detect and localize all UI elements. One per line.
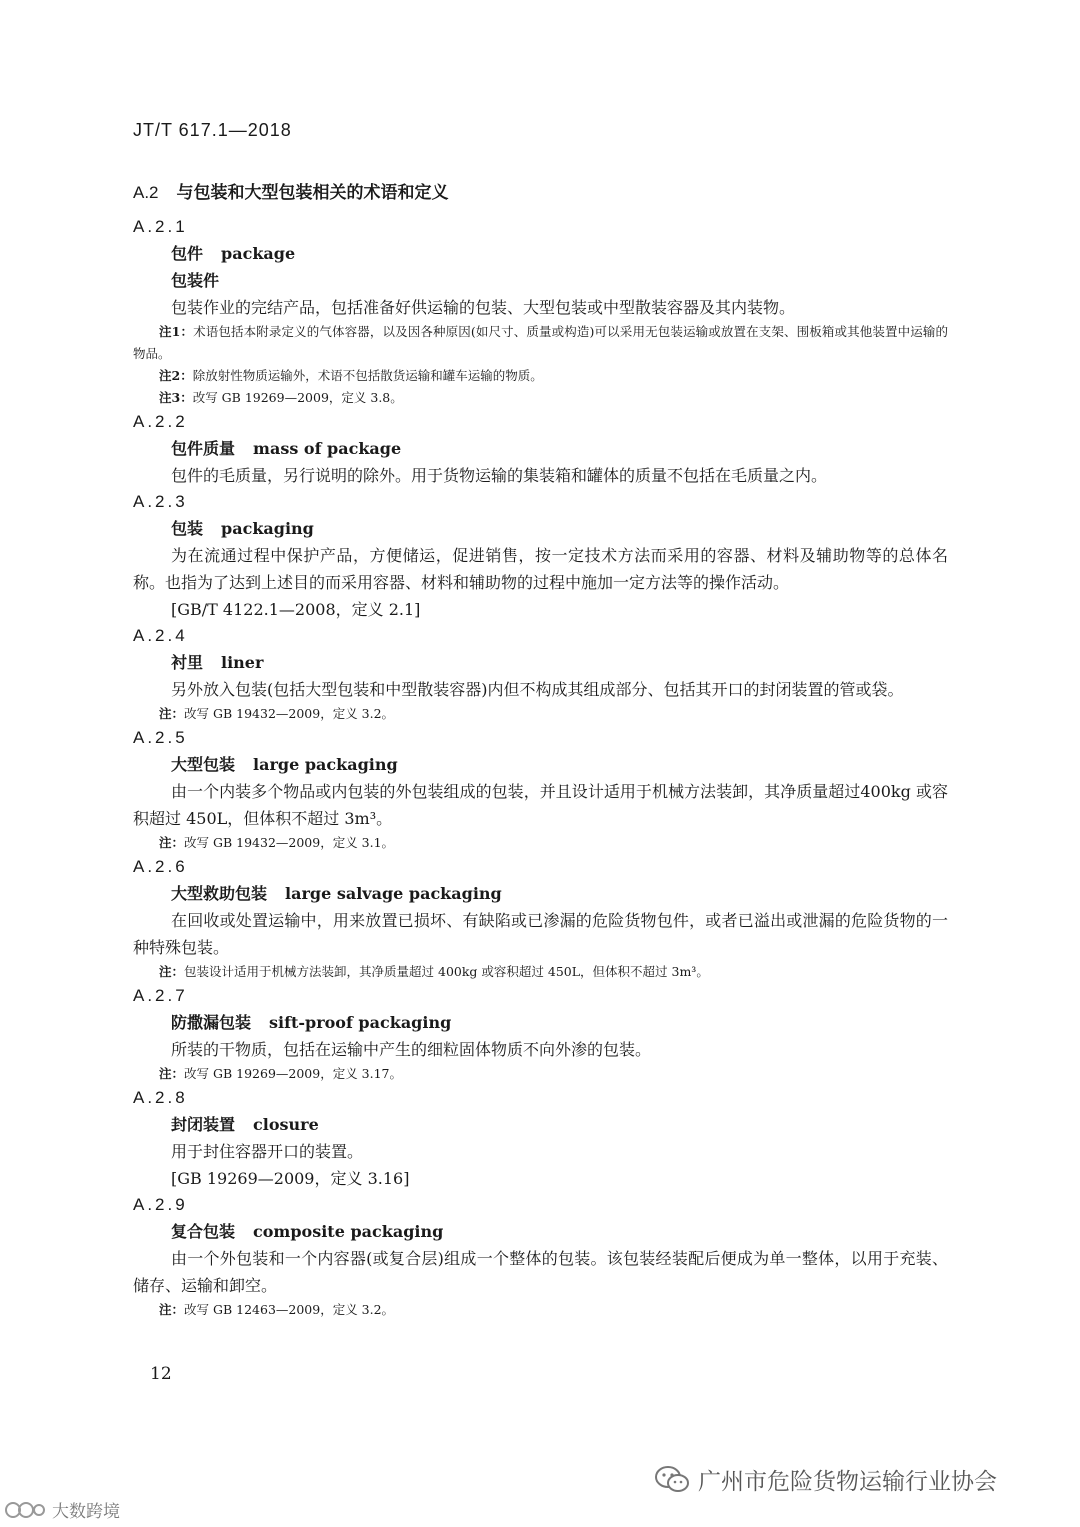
term-english: composite packaging xyxy=(253,1222,444,1241)
term-chinese: 防撒漏包装 xyxy=(171,1013,252,1032)
note-text: 包装设计适用于机械方法装卸，其净质量超过 400kg 或容积超过 450L，但体积不超过 3m³。 xyxy=(184,964,709,979)
term-english: sift-proof packaging xyxy=(269,1013,452,1032)
section-number: A.2 xyxy=(133,183,159,202)
note-text: 改写 GB 19432—2009，定义 3.1。 xyxy=(184,835,395,850)
term-heading xyxy=(171,751,948,778)
term-entry xyxy=(133,489,948,623)
term-note xyxy=(133,1299,948,1321)
entry-number: A.2.8 xyxy=(133,1088,188,1107)
note-text: 改写 GB 12463—2009，定义 3.2。 xyxy=(184,1302,395,1317)
watermark-logo-icon xyxy=(4,1499,48,1521)
term-english: mass of package xyxy=(253,439,402,458)
page-number: 12 xyxy=(150,1364,172,1384)
note-text: 除放射性物质运输外，术语不包括散货运输和罐车运输的物质。 xyxy=(192,368,543,383)
entry-number: A.2.1 xyxy=(133,217,188,236)
source-reference: [GB/T 4122.1—2008，定义 2.1] xyxy=(171,600,421,619)
source-reference: [GB 19269—2009，定义 3.16] xyxy=(171,1169,410,1188)
term-chinese: 衬里 xyxy=(171,653,204,672)
term-chinese: 大型包装 xyxy=(171,755,236,774)
entry-number: A.2.2 xyxy=(133,412,188,431)
term-note xyxy=(133,1063,948,1085)
term-heading xyxy=(171,240,948,267)
term-heading xyxy=(171,1218,948,1245)
term-entries xyxy=(133,214,948,1321)
watermark-left xyxy=(4,1497,120,1522)
term-heading xyxy=(171,1111,948,1138)
note-label: 注： xyxy=(159,964,185,979)
term-heading xyxy=(171,1009,948,1036)
entry-number: A.2.5 xyxy=(133,728,188,747)
term-note xyxy=(133,961,948,983)
term-entry xyxy=(133,1085,948,1192)
term-note xyxy=(133,365,948,387)
note-text: 改写 GB 19269—2009，定义 3.8。 xyxy=(192,390,403,405)
term-note xyxy=(133,387,948,409)
term-note xyxy=(133,703,948,725)
term-english: package xyxy=(221,244,296,263)
term-chinese: 包装 xyxy=(171,519,204,538)
note-label: 注： xyxy=(159,706,185,721)
term-english: large packaging xyxy=(253,755,398,774)
term-note xyxy=(133,321,948,365)
wechat-icon xyxy=(654,1465,690,1495)
entry-number: A.2.3 xyxy=(133,492,188,511)
note-label: 注1： xyxy=(159,324,194,339)
term-english: closure xyxy=(253,1115,319,1134)
term-chinese: 大型救助包装 xyxy=(171,884,268,903)
term-heading xyxy=(171,435,948,462)
term-definition: 所装的干物质，包括在运输中产生的细粒固体物质不向外渗的包装。 xyxy=(171,1040,652,1059)
note-label: 注3： xyxy=(159,390,193,405)
term-chinese: 封闭装置 xyxy=(171,1115,236,1134)
note-text: 改写 GB 19269—2009，定义 3.17。 xyxy=(184,1066,403,1081)
term-entry xyxy=(133,983,948,1085)
term-english: large salvage packaging xyxy=(285,884,502,903)
entry-number: A.2.7 xyxy=(133,986,188,1005)
section-title xyxy=(133,178,449,203)
term-definition: 在回收或处置运输中，用来放置已损坏、有缺陷或已渗漏的危险货物包件，或者已溢出或泄漏的危险货物的一种特殊包装。 xyxy=(133,911,948,957)
term-heading xyxy=(171,880,948,907)
term-entry xyxy=(133,214,948,409)
term-definition: 由一个外包装和一个内容器(或复合层)组成一个整体的包装。该包装经装配后便成为单一整体，以用于充装、储存、运输和卸空。 xyxy=(133,1249,948,1295)
note-text: 术语包括本附录定义的气体容器，以及因各种原因(如尺寸、质量或构造)可以采用无包装运输或放置在支架、围板箱或其他装置中运输的物品。 xyxy=(133,324,948,361)
term-english: liner xyxy=(221,653,264,672)
term-note xyxy=(133,832,948,854)
term-english: packaging xyxy=(221,519,314,538)
note-text: 改写 GB 19432—2009，定义 3.2。 xyxy=(184,706,395,721)
watermark-org-name: 广州市危险货物运输行业协会 xyxy=(698,1469,997,1495)
term-definition: 包件的毛质量，另行说明的除外。用于货物运输的集装箱和罐体的质量不包括在毛质量之内。 xyxy=(171,466,828,485)
section-title-text: 与包装和大型包装相关的术语和定义 xyxy=(176,183,449,202)
standard-code: JT/T 617.1—2018 xyxy=(133,120,292,140)
term-chinese: 复合包装 xyxy=(171,1222,236,1241)
watermark-brand: 大数跨境 xyxy=(52,1502,120,1522)
entry-number: A.2.4 xyxy=(133,626,188,645)
alternative-term: 包装件 xyxy=(171,271,220,290)
entry-number: A.2.9 xyxy=(133,1195,188,1214)
watermark-right xyxy=(654,1463,997,1496)
entry-number: A.2.6 xyxy=(133,857,188,876)
term-definition: 由一个内装多个物品或内包装的外包装组成的包装，并且设计适用于机械方法装卸，其净质量超过400kg 或容积超过 450L，但体积不超过 3m³。 xyxy=(133,782,948,828)
term-heading xyxy=(171,649,948,676)
note-label: 注： xyxy=(159,1066,185,1081)
term-entry xyxy=(133,409,948,489)
note-label: 注： xyxy=(159,1302,185,1317)
note-label: 注2： xyxy=(159,368,193,383)
term-definition: 另外放入包装(包括大型包装和中型散装容器)内但不构成其组成部分、包括其开口的封闭装置的管或袋。 xyxy=(171,680,904,699)
term-definition: 用于封住容器开口的装置。 xyxy=(171,1142,364,1161)
term-entry xyxy=(133,725,948,854)
term-definition: 包装作业的完结产品，包括准备好供运输的包装、大型包装或中型散装容器及其内装物。 xyxy=(171,298,796,317)
note-label: 注： xyxy=(159,835,185,850)
term-definition: 为在流通过程中保护产品，方便储运，促进销售，按一定技术方法而采用的容器、材料及辅助物等的总体名称。也指为了达到上述目的而采用容器、材料和辅助物的过程中施加一定方法等的操作活动。 xyxy=(133,546,948,592)
term-heading xyxy=(171,515,948,542)
term-chinese: 包件 xyxy=(171,244,204,263)
term-chinese: 包件质量 xyxy=(171,439,236,458)
term-entry xyxy=(133,854,948,983)
term-entry xyxy=(133,623,948,725)
term-entry xyxy=(133,1192,948,1321)
